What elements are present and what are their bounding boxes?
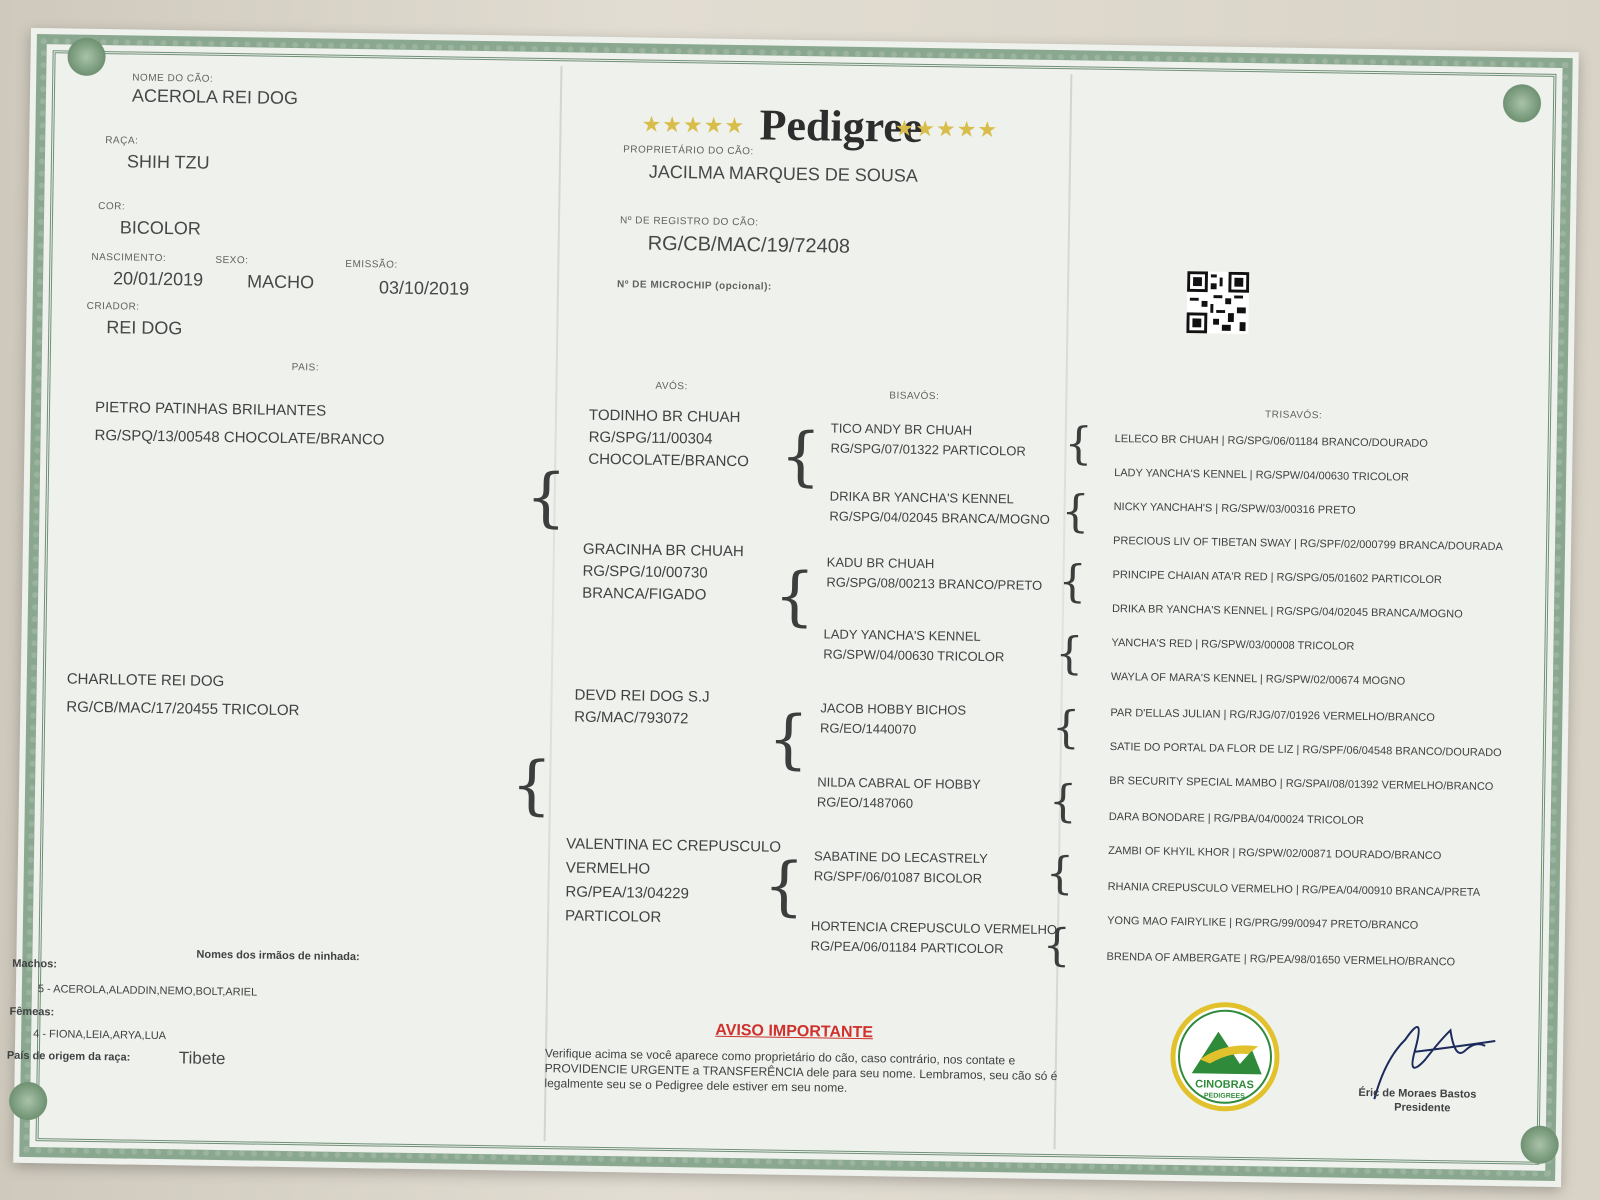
litter-title: Nomes dos irmãos de ninhada: <box>196 948 360 964</box>
dam-reg: RG/CB/MAC/17/20455 TRICOLOR <box>66 698 300 720</box>
issue-label: EMISSÃO: <box>345 258 398 271</box>
grandparents-header: AVÓS: <box>655 380 688 393</box>
great-great-14: RHANIA CREPUSCULO VERMELHO | RG/PEA/04/00910 BRANCA/PRETA <box>1107 880 1481 899</box>
owner-label: PROPRIETÁRIO DO CÃO: <box>623 144 754 158</box>
breeder-label: CRIADOR: <box>86 300 140 313</box>
great-great-15: YONG MAO FAIRYLIKE | RG/PRG/99/00947 PRETO/BRANCO <box>1107 914 1419 932</box>
grandparent-2: GRACINHA BR CHUAH RG/SPG/10/00730 BRANCA/FIGADO <box>582 540 744 604</box>
bracket-icon: { <box>1051 702 1081 754</box>
breeder-value: REI DOG <box>106 317 183 339</box>
great-grandparent-8: HORTENCIA CREPUSCULO VERMELHO RG/PEA/06/01184 PARTICOLOR <box>810 918 1058 957</box>
great-great-4: PRECIOUS LIV OF TIBETAN SWAY | RG/SPF/02/000799 BRANCA/DOURADA <box>1112 534 1503 554</box>
birth-value: 20/01/2019 <box>112 268 204 290</box>
breed-value: SHIH TZU <box>126 151 210 173</box>
great-great-13: ZAMBI OF KHYIL KHOR | RG/SPW/02/00871 DOURADO/BRANCO <box>1108 844 1442 863</box>
grandparent-4: VALENTINA EC CREPUSCULO VERMELHO RG/PEA/13/04229 PARTICOLOR <box>564 835 782 926</box>
great-great-5: PRINCIPE CHAIAN ATA'R RED | RG/SPG/05/01602 PARTICOLOR <box>1112 568 1442 587</box>
great-great-11: BR SECURITY SPECIAL MAMBO | RG/SPAI/08/01392 VERMELHO/BRANCO <box>1109 774 1494 793</box>
great-great-3: NICKY YANCHAH'S | RG/SPW/03/00316 PRETO <box>1113 500 1356 517</box>
cinobras-logo <box>1169 1001 1281 1113</box>
great-great-7: YANCHA'S RED | RG/SPW/03/00008 TRICOLOR <box>1111 636 1355 653</box>
microchip-label: Nº DE MICROCHIP (opcional): <box>616 279 772 293</box>
great-great-9: PAR D'ELLAS JULIAN | RG/RJG/07/01926 VERMELHO/BRANCO <box>1110 706 1435 725</box>
bracket-icon: { <box>1045 847 1075 900</box>
logo-line1: CINOBRAS <box>1195 1078 1254 1092</box>
bracket-icon: { <box>763 849 805 925</box>
parents-header: PAIS: <box>291 362 320 374</box>
issue-value: 03/10/2019 <box>378 277 470 299</box>
signer-name: Éric de Moraes Bastos <box>1358 1086 1477 1101</box>
great-great-16: BRENDA OF AMBERGATE | RG/PEA/98/01650 VERMELHO/BRANCO <box>1106 950 1456 969</box>
dam-name: CHARLLOTE REI DOG <box>66 670 225 691</box>
great-great-header: TRISAVÓS: <box>1264 409 1323 422</box>
breed-label: RAÇA: <box>105 135 139 147</box>
bracket-icon: { <box>1064 418 1094 470</box>
great-grandparent-4: LADY YANCHA'S KENNEL RG/SPW/04/00630 TRICOLOR <box>823 626 1005 665</box>
grandparent-1: TODINHO BR CHUAH RG/SPG/11/00304 CHOCOLATE/BRANCO <box>588 406 749 471</box>
origin-label: País de origem da raça: <box>6 1049 131 1064</box>
great-great-2: LADY YANCHA'S KENNEL | RG/SPW/04/00630 TRICOLOR <box>1114 466 1409 484</box>
great-great-12: DARA BONODARE | RG/PBA/04/00024 TRICOLOR <box>1108 810 1364 827</box>
bracket-icon: { <box>1058 556 1087 608</box>
bracket-icon: { <box>767 702 810 778</box>
sire-name: PIETRO PATINHAS BRILHANTES <box>94 398 327 420</box>
great-great-10: SATIE DO PORTAL DA FLOR DE LIZ | RG/SPF/06/04548 BRANCO/DOURADO <box>1109 740 1502 760</box>
color-label: COR: <box>98 200 126 213</box>
origin-value: Tibete <box>178 1048 226 1069</box>
dog-name: ACEROLA REI DOG <box>131 85 299 109</box>
notice-text: Verifique acima se você aparece como proprietário do cão, caso contrário, nos contate e PROVIDENCIE URGENTE a TRANSFERÊNCIA dele para seu nome. Lembramos, seu cão só é legalmente seu se o Pedigree dele estiver em seu nome. <box>544 1046 1058 1095</box>
great-grandparent-2: DRIKA BR YANCHA'S KENNEL RG/SPG/04/02045 BRANCA/MOGNO <box>829 488 1050 527</box>
females-value: 4 - FIONA,LEIA,ARYA,LUA <box>33 1028 167 1043</box>
sex-value: MACHO <box>246 271 315 293</box>
great-grandparent-1: TICO ANDY BR CHUAH RG/SPG/07/01322 PARTICOLOR <box>830 420 1026 459</box>
qr-code-icon <box>1186 271 1249 334</box>
title-stars-left: ★★★★★ <box>641 111 746 139</box>
bracket-icon: { <box>1042 919 1072 972</box>
registry-value: RG/CB/MAC/19/72408 <box>647 232 851 258</box>
sex-label: SEXO: <box>215 254 249 267</box>
pedigree-certificate <box>6 28 1579 1187</box>
signer-role: Presidente <box>1394 1101 1451 1115</box>
owner-value: JACILMA MARQUES DE SOUSA <box>648 161 919 186</box>
grandparent-3: DEVD REI DOG S.J RG/MAC/793072 <box>574 686 710 728</box>
great-grandparent-7: SABATINE DO LECASTRELY RG/SPF/06/01087 BICOLOR <box>813 848 988 886</box>
dog-name-label: NOME DO CÃO: <box>132 72 214 85</box>
great-grandparent-5: JACOB HOBBY BICHOS RG/EO/1440070 <box>819 700 967 737</box>
bracket-icon: { <box>779 419 822 495</box>
great-grandparents-header: BISAVÓS: <box>889 390 940 403</box>
bracket-icon: { <box>1048 776 1078 828</box>
notice-title: AVISO IMPORTANTE <box>715 1021 874 1042</box>
great-grandparent-3: KADU BR CHUAH RG/SPG/08/00213 BRANCO/PRETO <box>826 554 1043 593</box>
page-title: Pedigree <box>759 100 923 152</box>
great-grandparent-6: NILDA CABRAL OF HOBBY RG/EO/1487060 <box>816 774 981 811</box>
males-label: Machos: <box>12 957 58 971</box>
males-value: 5 - ACEROLA,ALADDIN,NEMO,BOLT,ARIEL <box>37 983 258 999</box>
bracket-icon: { <box>525 460 567 536</box>
logo-line2: PEDIGREES <box>1203 1092 1245 1101</box>
great-great-1: LELECO BR CHUAH | RG/SPG/06/01184 BRANCO/DOURADO <box>1114 432 1428 450</box>
bracket-icon: { <box>773 559 816 635</box>
bracket-icon: { <box>510 748 553 824</box>
title-stars-right: ★★★★★ <box>894 115 999 143</box>
color-value: BICOLOR <box>119 217 202 239</box>
females-label: Fêmeas: <box>9 1005 55 1019</box>
sire-reg: RG/SPQ/13/00548 CHOCOLATE/BRANCO <box>94 426 385 449</box>
birth-label: NASCIMENTO: <box>91 251 167 265</box>
great-great-8: WAYLA OF MARA'S KENNEL | RG/SPW/02/00674 MOGNO <box>1110 670 1406 688</box>
bracket-icon: { <box>1054 628 1084 680</box>
registry-label: Nº DE REGISTRO DO CÃO: <box>619 215 759 229</box>
bracket-icon: { <box>1061 486 1090 538</box>
great-great-6: DRIKA BR YANCHA'S KENNEL | RG/SPG/04/02045 BRANCA/MOGNO <box>1111 602 1463 621</box>
